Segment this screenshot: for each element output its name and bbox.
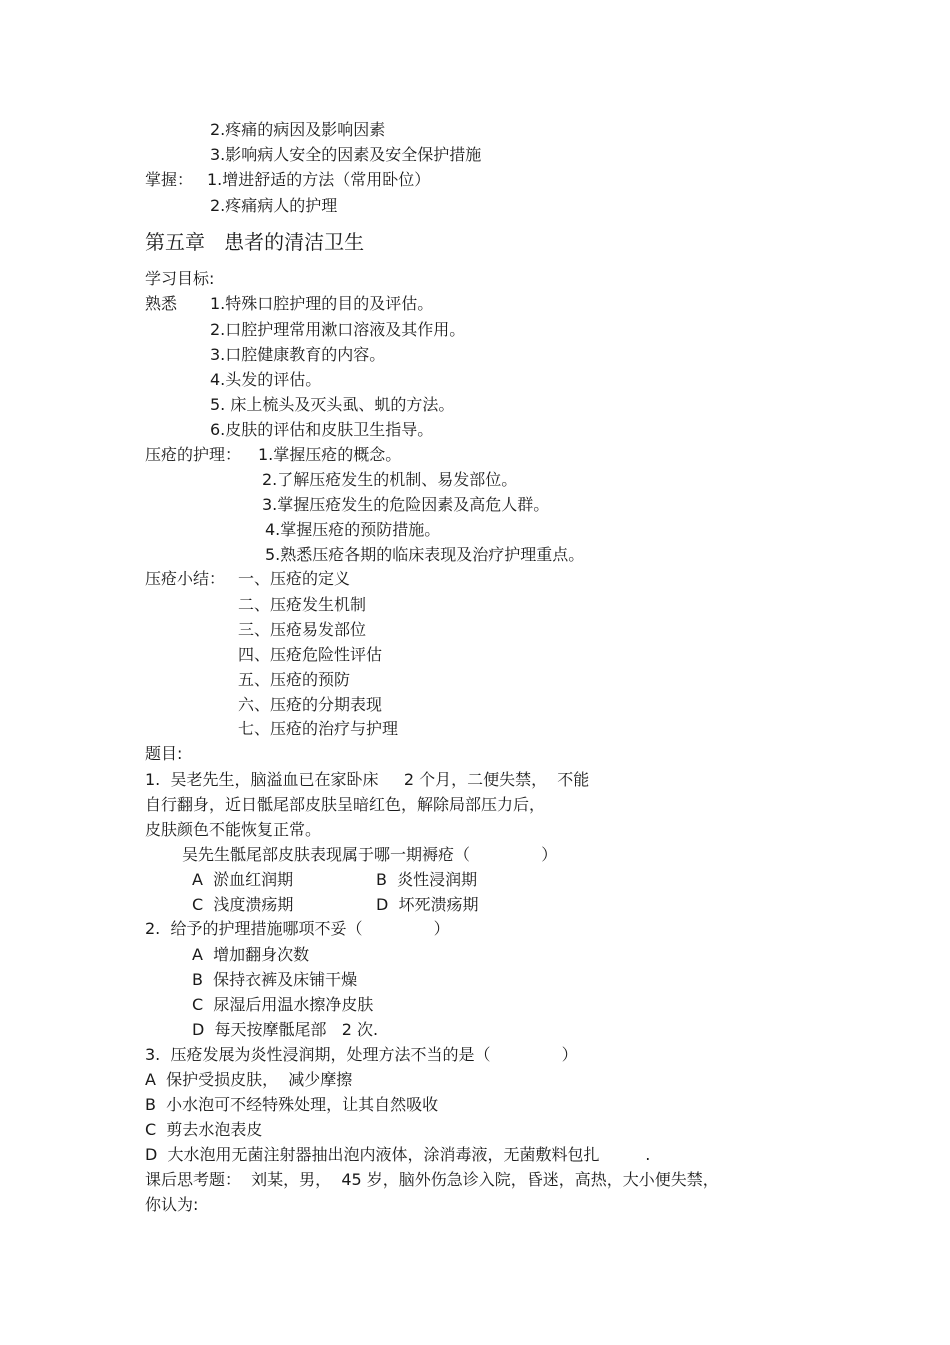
question-text: 2. 给予的护理措施哪项不妥（ ） <box>145 919 450 938</box>
outline-item: 4.头发的评估。 <box>210 370 322 389</box>
familiar-label: 熟悉 <box>145 294 178 313</box>
pressure-summary-label: 压疮小结： <box>145 569 226 588</box>
question-text: 1. 吴老先生，脑溢血已在家卧床 2 个月，二便失禁， 不能 <box>145 770 590 789</box>
outline-item: 2.疼痛的病因及影响因素 <box>210 120 386 139</box>
option: C 浅度溃疡期 <box>192 895 294 914</box>
outline-item: 2.疼痛病人的护理 <box>210 196 338 215</box>
outline-item: 4.掌握压疮的预防措施。 <box>265 520 441 539</box>
outline-item: 六、压疮的分期表现 <box>238 695 383 714</box>
option: C 尿湿后用温水擦净皮肤 <box>192 995 374 1014</box>
reflection-text: 课后思考题： 刘某，男， 45 岁，脑外伤急诊入院，昏迷，高热，大小便失禁， <box>145 1170 719 1189</box>
outline-item: 3.口腔健康教育的内容。 <box>210 345 386 364</box>
chapter-title: 第五章 患者的清洁卫生 <box>145 230 365 254</box>
option: B 小水泡可不经特殊处理，让其自然吸收 <box>145 1095 439 1114</box>
outline-item: 七、压疮的治疗与护理 <box>238 719 399 738</box>
question-text: 皮肤颜色不能恢复正常。 <box>145 820 322 839</box>
question-text: 自行翻身，近日骶尾部皮肤呈暗红色，解除局部压力后， <box>145 795 546 814</box>
option: A 淤血红润期 <box>192 870 294 889</box>
option: C 剪去水泡表皮 <box>145 1120 263 1139</box>
option: A 保护受损皮肤， 减少摩擦 <box>145 1070 353 1089</box>
option: D 坏死溃疡期 <box>376 895 479 914</box>
outline-item: 2.了解压疮发生的机制、易发部位。 <box>262 470 518 489</box>
question-text: 吴先生骶尾部皮肤表现属于哪一期褥疮（ ） <box>182 845 558 864</box>
option: B 保持衣裤及床铺干燥 <box>192 970 358 989</box>
objectives-label: 学习目标: <box>145 269 215 288</box>
outline-item: 1.增进舒适的方法（常用卧位） <box>207 170 431 189</box>
question-text: 3. 压疮发展为炎性浸润期，处理方法不当的是（ ） <box>145 1045 578 1064</box>
outline-item: 3.影响病人安全的因素及安全保护措施 <box>210 145 482 164</box>
outline-item: 3.掌握压疮发生的危险因素及高危人群。 <box>262 495 550 514</box>
outline-item: 五、压疮的预防 <box>238 670 351 689</box>
outline-item: 二、压疮发生机制 <box>238 595 367 614</box>
questions-label: 题目: <box>145 744 183 763</box>
outline-item: 1.特殊口腔护理的目的及评估。 <box>210 294 434 313</box>
outline-item: 2.口腔护理常用漱口溶液及其作用。 <box>210 320 466 339</box>
option: D 大水泡用无菌注射器抽出泡内液体，涂消毒液，无菌敷料包扎 . <box>145 1145 651 1164</box>
outline-item: 5.熟悉压疮各期的临床表现及治疗护理重点。 <box>265 545 585 564</box>
option: D 每天按摩骶尾部 2 次. <box>192 1020 379 1039</box>
reflection-text: 你认为: <box>145 1195 199 1214</box>
outline-item: 1.掌握压疮的概念。 <box>258 445 402 464</box>
pressure-care-label: 压疮的护理： <box>145 445 242 464</box>
outline-item: 6.皮肤的评估和皮肤卫生指导。 <box>210 420 434 439</box>
outline-item: 四、压疮危险性评估 <box>238 645 383 664</box>
master-label: 掌握： <box>145 170 194 189</box>
outline-item: 一、压疮的定义 <box>238 569 351 588</box>
outline-item: 5. 床上梳头及灭头虱、虮的方法。 <box>210 395 455 414</box>
outline-item: 三、压疮易发部位 <box>238 620 367 639</box>
option: B 炎性浸润期 <box>376 870 478 889</box>
option: A 增加翻身次数 <box>192 945 310 964</box>
